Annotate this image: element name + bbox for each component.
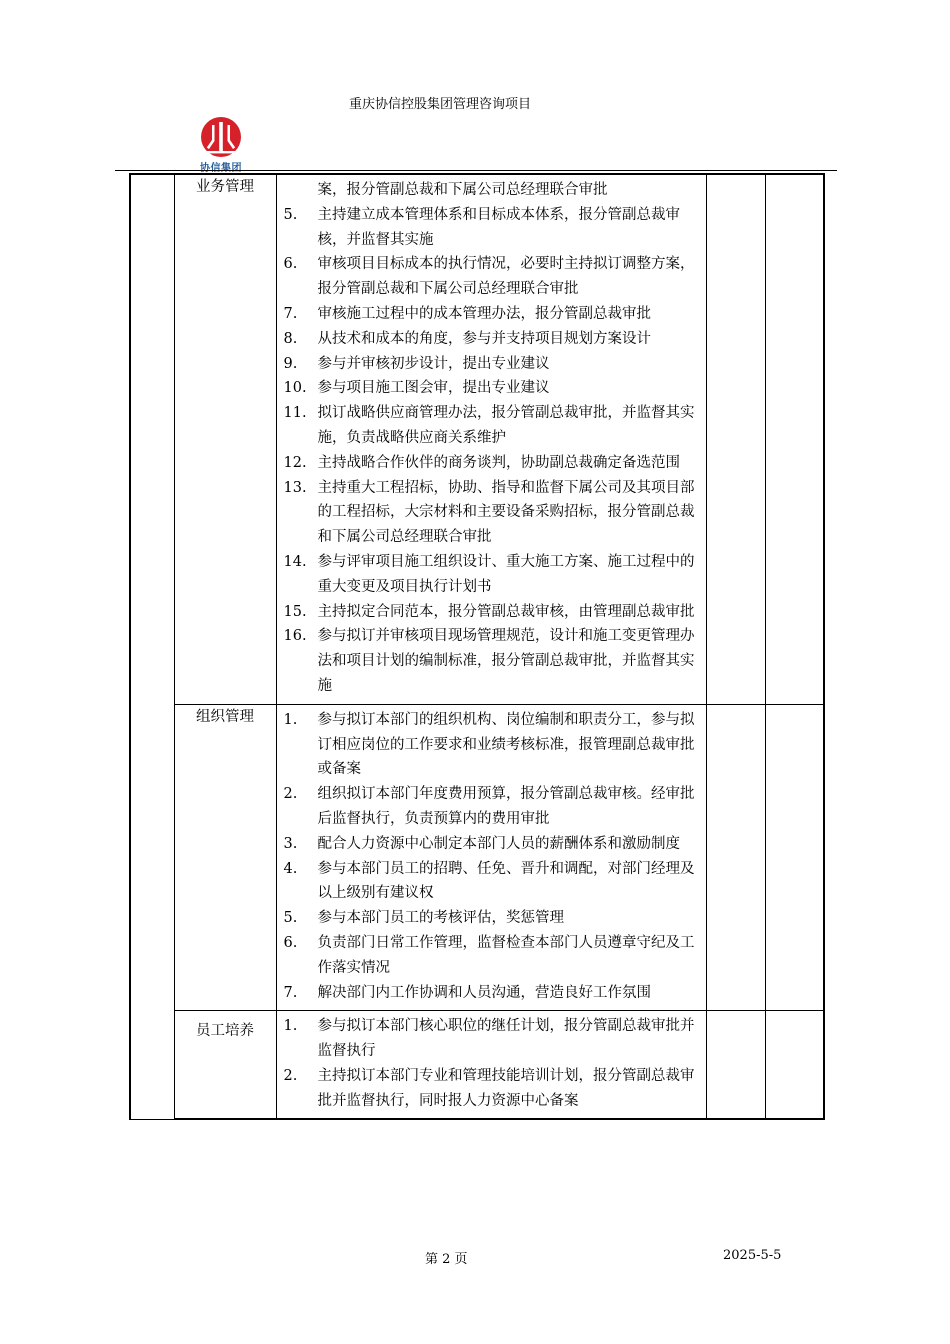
duties-cell — [276, 174, 706, 704]
item-number: 8. — [283, 330, 298, 347]
item-number: 15. — [283, 603, 307, 620]
item-text: 主持建立成本管理体系和目标成本体系，报分管副总裁审核，并监督其实施 — [317, 206, 680, 248]
item-text: 参与并审核初步设计，提出专业建议 — [317, 355, 550, 372]
page-number: 第 2 页 — [425, 1252, 468, 1267]
item-text: 审核项目目标成本的执行情况，必要时主持拟订调整方案，报分管副总裁和下属公司总经理联合审批 — [317, 256, 695, 298]
blank-cell — [765, 704, 824, 1011]
header-rule — [115, 170, 837, 171]
table-row — [130, 704, 824, 1011]
duties-cell — [276, 1011, 706, 1120]
item-number: 5. — [283, 910, 298, 927]
item-number — [284, 178, 318, 203]
item-number: 13. — [283, 479, 307, 496]
item-text: 拟订战略供应商管理办法，报分管副总裁审批，并监督其实施，负责战略供应商关系维护 — [317, 405, 695, 446]
item-text: 参与项目施工图会审，提出专业建议 — [317, 380, 550, 397]
category-cell: 员工培养 — [174, 1011, 276, 1120]
item-number: 4. — [283, 860, 298, 877]
list-item — [284, 178, 702, 203]
list-item — [284, 327, 702, 352]
item-number: 7. — [283, 305, 298, 322]
item-number: 6. — [283, 934, 298, 951]
table-row — [130, 1011, 824, 1120]
list-item — [284, 252, 702, 302]
item-number: 12. — [283, 454, 307, 471]
table-row — [130, 174, 824, 704]
list-item — [284, 550, 702, 600]
blank-cell — [706, 174, 765, 704]
list-item — [284, 981, 702, 1006]
list-item — [284, 352, 702, 377]
item-text: 参与拟订本部门核心职位的继任计划，报分管副总裁审批并监督执行 — [317, 1018, 695, 1060]
list-item — [284, 203, 702, 253]
item-text: 参与拟订本部门的组织机构、岗位编制和职责分工，参与拟订相应岗位的工作要求和业绩考核标准，报管理副总裁审批或备案 — [317, 711, 695, 778]
header-title: 重庆协信控股集团管理咨询项目 — [348, 97, 531, 112]
footer-date: 2025-5-5 — [723, 1248, 782, 1263]
company-logo — [192, 115, 250, 173]
list-item — [284, 451, 702, 476]
category-cell: 组织管理 — [174, 704, 276, 1011]
list-item — [284, 1064, 702, 1114]
item-number: 10. — [283, 380, 307, 397]
blank-cell — [706, 1011, 765, 1120]
item-text: 配合人力资源中心制定本部门人员的薪酬体系和激励制度 — [317, 835, 680, 852]
item-text: 案，报分管副总裁和下属公司总经理联合审批 — [317, 182, 608, 198]
item-number: 5. — [283, 206, 298, 223]
logo-text: 协信集团 — [200, 163, 242, 174]
list-item — [284, 624, 702, 698]
item-number: 11. — [283, 405, 307, 422]
item-text: 从技术和成本的角度，参与并支持项目规划方案设计 — [317, 330, 651, 347]
list-item — [284, 302, 702, 327]
item-text: 主持拟订本部门专业和管理技能培训计划，报分管副总裁审批并监督执行，同时报人力资源中心备案 — [317, 1067, 695, 1109]
list-item — [284, 832, 702, 857]
item-number: 2. — [283, 786, 298, 803]
item-number: 14. — [283, 553, 307, 570]
duty-table-body — [130, 174, 824, 1119]
item-number: 2. — [283, 1067, 298, 1084]
item-text: 参与本部门员工的招聘、任免、晋升和调配，对部门经理及以上级别有建议权 — [317, 860, 695, 902]
item-number: 7. — [283, 984, 298, 1001]
list-item — [284, 401, 702, 451]
item-number: 9. — [283, 355, 298, 372]
logo-emblem-icon — [192, 115, 250, 159]
blank-cell — [130, 174, 174, 1119]
category-cell: 业务管理 — [174, 174, 276, 704]
item-text: 解决部门内工作协调和人员沟通，营造良好工作氛围 — [317, 984, 651, 1001]
item-number: 16. — [283, 628, 307, 645]
item-number: 3. — [283, 835, 298, 852]
item-text: 参与评审项目施工组织设计、重大施工方案、施工过程中的重大变更及项目执行计划书 — [317, 553, 695, 595]
list-item — [284, 600, 702, 625]
item-text: 参与拟订并审核项目现场管理规范，设计和施工变更管理办法和项目计划的编制标准，报分管副总裁审批，并监督其实施 — [317, 628, 695, 694]
list-item — [284, 476, 702, 550]
blank-cell — [706, 704, 765, 1011]
list-item — [284, 782, 702, 832]
item-text: 主持拟定合同范本，报分管副总裁审核，由管理副总裁审批 — [317, 603, 695, 620]
blank-cell — [765, 1011, 824, 1120]
item-text: 审核施工过程中的成本管理办法，报分管副总裁审批 — [317, 305, 651, 322]
list-item — [284, 708, 702, 782]
list-item — [284, 931, 702, 981]
list-item — [284, 857, 702, 907]
item-text: 组织拟订本部门年度费用预算，报分管副总裁审核。经审批后监督执行，负责预算内的费用审批 — [317, 786, 695, 827]
item-number: 1. — [283, 1018, 298, 1035]
item-text: 负责部门日常工作管理，监督检查本部门人员遵章守纪及工作落实情况 — [317, 934, 695, 976]
item-text: 参与本部门员工的考核评估，奖惩管理 — [317, 910, 564, 927]
item-text: 主持战略合作伙伴的商务谈判，协助副总裁确定备选范围 — [317, 454, 680, 471]
list-item — [284, 906, 702, 931]
item-number: 6. — [283, 256, 298, 273]
item-text: 主持重大工程招标，协助、指导和监督下属公司及其项目部的工程招标，大宗材料和主要设备采购招标，报分管副总裁和下属公司总经理联合审批 — [317, 479, 695, 546]
duties-cell — [276, 704, 706, 1011]
item-number: 1. — [283, 711, 298, 728]
blank-cell — [765, 174, 824, 704]
duty-table — [129, 173, 825, 1120]
list-item — [284, 376, 702, 401]
list-item — [284, 1014, 702, 1064]
